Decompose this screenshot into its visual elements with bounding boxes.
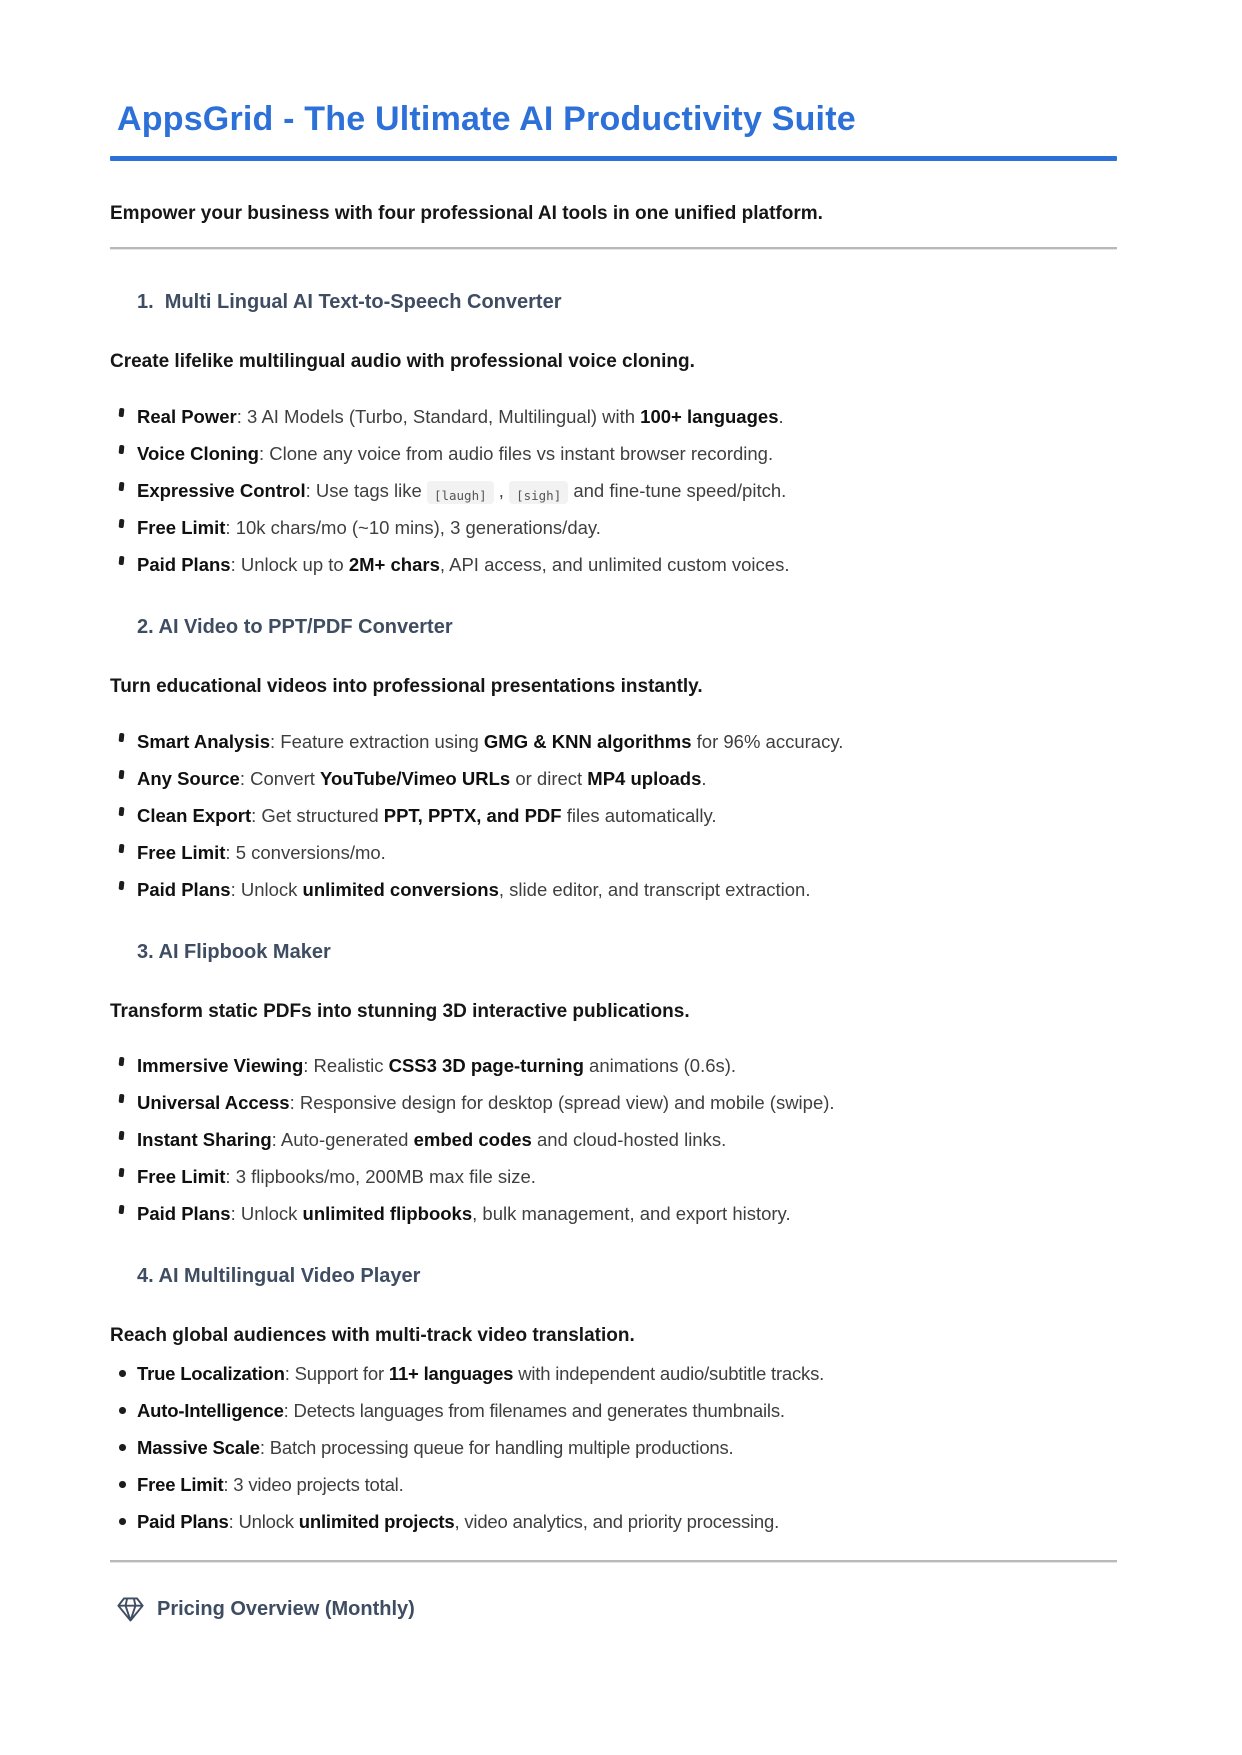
list-item-text	[137, 1092, 835, 1113]
bold-run: Massive Scale	[137, 1437, 260, 1459]
title-underline	[110, 156, 1117, 161]
list-item-text	[137, 406, 784, 427]
bold-run: GMG & KNN algorithms	[483, 730, 692, 752]
text-run: and fine-tune speed/pitch.	[568, 479, 787, 501]
list-item	[110, 441, 1117, 466]
bold-run: Expressive Control	[137, 479, 306, 501]
text-run: : Get structured	[251, 804, 384, 826]
text-run: : 3 video projects total.	[223, 1474, 404, 1496]
square-bullet-icon	[119, 769, 125, 778]
text-run: with independent audio/subtitle tracks.	[513, 1363, 825, 1385]
list-item-text	[137, 805, 717, 826]
list-item	[110, 1472, 1117, 1497]
list-item-text	[137, 731, 843, 752]
text-run: : Batch processing queue for handling multiple productions.	[259, 1437, 734, 1459]
text-run: : 3 flipbooks/mo, 200MB max file size.	[225, 1166, 536, 1188]
list-item-text	[137, 879, 810, 900]
feature-section	[110, 1264, 1117, 1534]
bold-run: True Localization	[137, 1363, 285, 1385]
bold-run: Free Limit	[137, 841, 226, 863]
section-subheading: Turn educational videos into professional presentations instantly.	[110, 675, 703, 697]
text-run: : Auto-generated	[271, 1129, 414, 1151]
bottom-divider	[110, 1560, 1117, 1563]
section-heading: 2. AI Video to PPT/PDF Converter	[137, 615, 453, 638]
square-bullet-icon	[119, 482, 125, 491]
feature-section	[110, 940, 1117, 1227]
text-run: animations (0.6s).	[583, 1055, 737, 1077]
text-run: : Responsive design for desktop (spread view) and mobile (swipe).	[289, 1092, 835, 1114]
text-run: or direct	[510, 767, 588, 789]
list-item-text	[137, 1129, 726, 1150]
gem-icon	[117, 1597, 144, 1622]
list-item-text	[137, 1511, 779, 1532]
bold-run: 100+ languages	[640, 405, 779, 427]
list-item-text	[137, 554, 789, 575]
section-heading: 1. Multi Lingual AI Text-to-Speech Converter	[137, 291, 562, 314]
code-chip: [sigh]	[509, 481, 568, 504]
list-item-text	[137, 1437, 734, 1458]
square-bullet-icon	[119, 1168, 125, 1177]
feature-section	[110, 290, 1117, 577]
list-item	[110, 1509, 1117, 1534]
section-subheading: Transform static PDFs into stunning 3D interactive publications.	[110, 1000, 690, 1022]
square-bullet-icon	[119, 1205, 125, 1214]
list-item	[110, 1164, 1117, 1189]
text-run: : Use tags like	[305, 479, 427, 501]
text-run: .	[778, 405, 784, 427]
square-bullet-icon	[119, 843, 125, 852]
text-run: , video analytics, and priority processing.	[454, 1511, 780, 1533]
text-run: : Support for	[284, 1363, 389, 1385]
list-item	[110, 1090, 1117, 1115]
bold-run: Universal Access	[137, 1092, 290, 1114]
section-heading: 4. AI Multilingual Video Player	[137, 1265, 421, 1288]
bold-run: unlimited flipbooks	[302, 1203, 473, 1225]
list-item	[110, 766, 1117, 791]
section-subheading: Create lifelike multilingual audio with professional voice cloning.	[110, 351, 695, 373]
bold-run: Paid Plans	[137, 553, 231, 575]
bold-run: 2M+ chars	[348, 553, 440, 575]
text-run: : Unlock	[230, 878, 303, 900]
bold-run: Clean Export	[137, 804, 252, 826]
list-item-text	[137, 480, 786, 501]
text-run: , bulk management, and export history.	[472, 1203, 791, 1225]
text-run: : 10k chars/mo (~10 mins), 3 generations/day.	[225, 516, 601, 538]
text-run: : Detects languages from filenames and generates thumbnails.	[283, 1400, 785, 1422]
bold-run: Free Limit	[137, 1166, 226, 1188]
square-bullet-icon	[119, 806, 125, 815]
feature-list	[110, 404, 1117, 577]
bold-run: unlimited projects	[298, 1511, 455, 1533]
list-item-text	[137, 517, 601, 538]
list-item	[110, 803, 1117, 828]
list-item	[110, 478, 1117, 503]
bold-run: Voice Cloning	[137, 442, 259, 464]
text-run: : 3 AI Models (Turbo, Standard, Multilingual) with	[236, 405, 641, 427]
list-item-text	[137, 768, 707, 789]
list-item-text	[137, 1474, 404, 1495]
bold-run: Smart Analysis	[137, 730, 270, 752]
list-item-text	[137, 1055, 736, 1076]
bold-run: YouTube/Vimeo URLs	[320, 767, 511, 789]
dot-bullet-icon	[119, 1370, 126, 1377]
list-item	[110, 877, 1117, 902]
bold-run: Paid Plans	[137, 1511, 229, 1533]
text-run: : Convert	[239, 767, 321, 789]
list-item	[110, 840, 1117, 865]
pricing-heading-label: Pricing Overview (Monthly)	[157, 1598, 415, 1621]
list-item	[110, 515, 1117, 540]
bold-run: Instant Sharing	[137, 1129, 272, 1151]
dot-bullet-icon	[119, 1518, 126, 1525]
bold-run: Paid Plans	[137, 878, 231, 900]
list-item-text	[137, 1166, 536, 1187]
bold-run: Any Source	[137, 767, 240, 789]
square-bullet-icon	[119, 519, 125, 528]
bold-run: MP4 uploads	[587, 767, 702, 789]
bold-run: Real Power	[137, 405, 237, 427]
text-run: : Unlock	[230, 1203, 303, 1225]
list-item	[110, 1398, 1117, 1423]
text-run: , API access, and unlimited custom voices.	[439, 553, 790, 575]
list-item	[110, 552, 1117, 577]
list-item	[110, 1201, 1117, 1226]
list-item-text	[137, 1363, 824, 1384]
bold-run: CSS3 3D page-turning	[388, 1055, 584, 1077]
intro-text: Empower your business with four professional AI tools in one unified platform.	[110, 203, 823, 225]
bold-run: Immersive Viewing	[137, 1055, 304, 1077]
square-bullet-icon	[119, 880, 125, 889]
page-title: AppsGrid - The Ultimate AI Productivity Suite	[117, 100, 856, 138]
code-chip: [laugh]	[427, 481, 494, 504]
bold-run: 11+ languages	[388, 1363, 514, 1385]
section-subheading: Reach global audiences with multi-track video translation.	[110, 1325, 635, 1347]
list-item	[110, 1361, 1117, 1386]
square-bullet-icon	[119, 445, 125, 454]
text-run: : Feature extraction using	[270, 730, 484, 752]
list-item	[110, 1127, 1117, 1152]
list-item	[110, 404, 1117, 429]
sections-container	[110, 290, 1117, 1534]
list-item	[110, 729, 1117, 754]
square-bullet-icon	[119, 1131, 125, 1140]
dot-bullet-icon	[119, 1481, 126, 1488]
list-item-text	[137, 443, 773, 464]
feature-list	[110, 729, 1117, 902]
text-run: , slide editor, and transcript extraction.	[498, 878, 811, 900]
feature-list	[110, 1361, 1117, 1534]
square-bullet-icon	[119, 732, 125, 741]
text-run: : 5 conversions/mo.	[225, 841, 386, 863]
text-run: ,	[493, 479, 510, 501]
square-bullet-icon	[119, 1057, 125, 1066]
list-item-text	[137, 842, 386, 863]
feature-list	[110, 1053, 1117, 1226]
dot-bullet-icon	[119, 1444, 126, 1451]
feature-section	[110, 615, 1117, 902]
text-run: : Unlock up to	[230, 553, 349, 575]
top-divider	[110, 247, 1117, 250]
text-run: files automatically.	[561, 804, 717, 826]
text-run: : Realistic	[303, 1055, 389, 1077]
text-run: and cloud-hosted links.	[531, 1129, 727, 1151]
bold-run: unlimited conversions	[302, 878, 499, 900]
text-run: : Unlock	[228, 1511, 299, 1533]
dot-bullet-icon	[119, 1407, 126, 1414]
pricing-heading	[117, 1597, 1117, 1622]
bold-run: embed codes	[413, 1129, 532, 1151]
text-run: for 96% accuracy.	[691, 730, 844, 752]
list-item-text	[137, 1203, 791, 1224]
text-run: : Clone any voice from audio files vs instant browser recording.	[258, 442, 774, 464]
list-item	[110, 1435, 1117, 1460]
square-bullet-icon	[119, 408, 125, 417]
list-item	[110, 1053, 1117, 1078]
section-heading: 3. AI Flipbook Maker	[137, 940, 331, 963]
square-bullet-icon	[119, 1094, 125, 1103]
text-run: .	[701, 767, 707, 789]
bold-run: Auto-Intelligence	[137, 1400, 284, 1422]
list-item-text	[137, 1400, 785, 1421]
bold-run: Free Limit	[137, 516, 226, 538]
square-bullet-icon	[119, 556, 125, 565]
bold-run: PPT, PPTX, and PDF	[383, 804, 562, 826]
bold-run: Paid Plans	[137, 1203, 231, 1225]
bold-run: Free Limit	[137, 1474, 224, 1496]
